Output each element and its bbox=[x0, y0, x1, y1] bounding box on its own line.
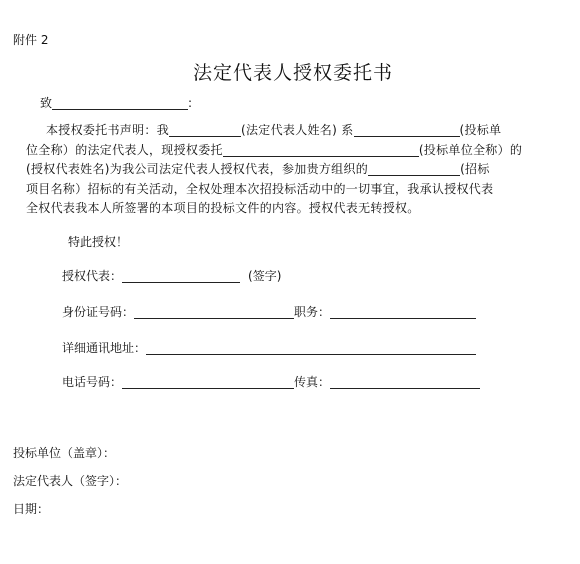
id-number-label: 身份证号码： bbox=[62, 305, 135, 319]
body-line-1 bbox=[46, 123, 501, 137]
body-text-3a: (授权代表姓名)为我公司法定代表人授权代表，参加贵方组织的 bbox=[26, 162, 369, 176]
date-label: 日期： bbox=[13, 502, 50, 516]
id-number-field[interactable] bbox=[134, 306, 294, 319]
project-name-blank[interactable] bbox=[368, 163, 460, 176]
phone-fax-row bbox=[62, 375, 480, 389]
attachment-label: 附件 2 bbox=[13, 33, 49, 47]
special-authorization: 特此授权！ bbox=[68, 235, 129, 249]
recipient-prefix: 致 bbox=[40, 96, 53, 110]
body-line-4: 项目名称）招标的有关活动，全权处理本次招投标活动中的一切事宜，我承认授权代表 bbox=[26, 182, 494, 196]
phone-field[interactable] bbox=[122, 376, 294, 389]
fax-label: 传真： bbox=[294, 375, 331, 389]
body-text-3b: (招标 bbox=[460, 162, 490, 176]
bidder-name-blank-2[interactable] bbox=[223, 144, 419, 157]
position-label: 职务： bbox=[294, 305, 331, 319]
body-line-3 bbox=[26, 162, 490, 176]
body-text-2a: 位全称）的法定代表人，现授权委托 bbox=[26, 143, 223, 157]
signature-note: (签字) bbox=[248, 269, 282, 283]
body-text-1b: (法定代表人姓名) 系 bbox=[241, 123, 354, 137]
document-title: 法定代表人授权委托书 bbox=[193, 62, 394, 84]
address-row bbox=[62, 341, 476, 355]
phone-label: 电话号码： bbox=[62, 375, 123, 389]
authorized-rep-label: 授权代表： bbox=[62, 269, 123, 283]
id-position-row bbox=[62, 305, 476, 319]
position-field[interactable] bbox=[330, 306, 476, 319]
fax-field[interactable] bbox=[330, 376, 480, 389]
body-text-2b: (投标单位全称）的 bbox=[418, 143, 523, 157]
body-text-1c: (投标单 bbox=[459, 123, 502, 137]
recipient-suffix: : bbox=[188, 96, 193, 110]
address-label: 详细通讯地址： bbox=[62, 341, 147, 355]
address-field[interactable] bbox=[146, 342, 476, 355]
authorized-rep-field[interactable] bbox=[122, 270, 240, 283]
body-line-2 bbox=[26, 143, 522, 157]
bidder-seal-label: 投标单位（盖章）： bbox=[13, 446, 116, 460]
body-text-1a: 本授权委托书声明：我 bbox=[46, 123, 170, 137]
legal-rep-signature-label: 法定代表人（签字）： bbox=[13, 474, 128, 488]
authorized-rep-row bbox=[62, 269, 281, 283]
bidder-name-blank-1[interactable] bbox=[354, 124, 460, 137]
recipient-line bbox=[40, 96, 192, 110]
legal-rep-name-blank[interactable] bbox=[169, 124, 241, 137]
body-line-5: 全权代表我本人所签署的本项目的投标文件的内容。授权代表无转授权。 bbox=[26, 201, 420, 215]
recipient-blank[interactable] bbox=[52, 97, 188, 110]
